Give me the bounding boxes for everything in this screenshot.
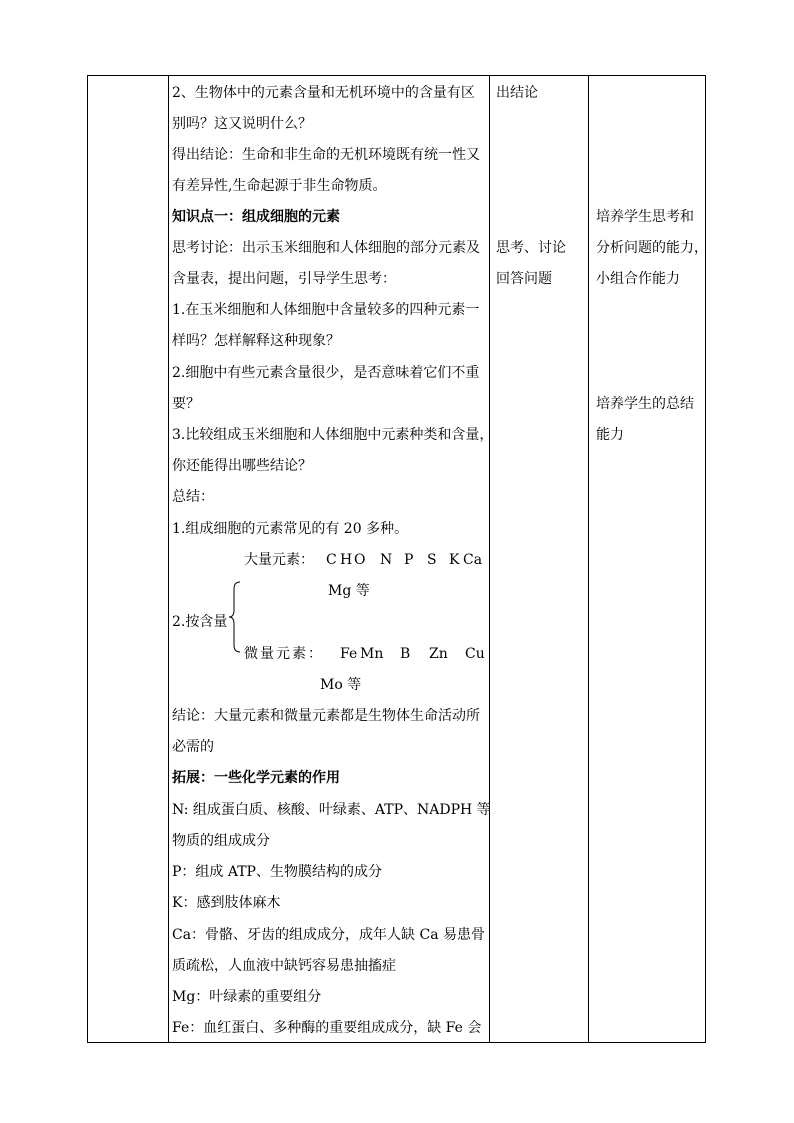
student-activity-line-2: 回答问题: [496, 271, 552, 287]
micro-elements-label: 微量元素：: [244, 646, 324, 662]
element-mg-line: Mg：叶绿素的重要组分: [172, 989, 322, 1005]
question-2-line-2: 别吗？这又说明什么？: [172, 116, 312, 132]
macro-element-ca: Ca: [463, 552, 483, 568]
macro-element-h: H: [340, 552, 353, 568]
element-ca-line-2: 质疏松，人血液中缺钙容易患抽搐症: [172, 958, 396, 974]
column-divider-2: [489, 76, 490, 1042]
curly-brace-icon: [228, 581, 242, 653]
intent-2-line-1: 培养学生的总结: [596, 396, 694, 412]
micro-element-mn: Mn: [360, 646, 384, 662]
question-b-line-1: 2.细胞中有些元素含量很少，是否意味着它们不重: [172, 365, 480, 381]
conclusion-line-2: 有差异性,生命起源于非生命物质。: [172, 178, 387, 194]
intent-2-line-2: 能力: [596, 427, 624, 443]
lesson-table: [87, 75, 706, 1043]
intent-1-line-2: 分析问题的能力，: [596, 240, 708, 256]
macro-element-p: P: [404, 552, 414, 568]
micro-element-b: B: [400, 646, 411, 662]
conclusion-2-line-2: 必需的: [172, 739, 214, 755]
macro-element-o: O: [354, 552, 366, 568]
question-c-line-1: 3.比较组成玉米细胞和人体细胞中元素种类和含量，: [172, 427, 494, 443]
macro-element-s: S: [427, 552, 437, 568]
discussion-line-2: 含量表，提出问题，引导学生思考：: [172, 271, 396, 287]
intent-1-line-1: 培养学生思考和: [596, 209, 694, 225]
column-divider-3: [588, 76, 589, 1042]
macro-elements-tail: Mg 等: [328, 583, 370, 599]
macro-element-n: N: [380, 552, 393, 568]
macro-element-k: K: [449, 552, 460, 568]
student-activity-line-1: 思考、讨论: [496, 240, 566, 256]
column-divider-1: [168, 76, 169, 1042]
discussion-line-1: 思考讨论：出示玉米细胞和人体细胞的部分元素及: [172, 240, 480, 256]
student-activity-top: 出结论: [496, 85, 538, 101]
question-a-line-1: 1.在玉米细胞和人体细胞中含量较多的四种元素一: [172, 302, 480, 318]
knowledge-point-heading: 知识点一：组成细胞的元素: [172, 209, 340, 225]
element-ca-line-1: Ca：骨骼、牙齿的组成成分，成年人缺 Ca 易患骨: [172, 927, 486, 943]
question-2-line-1: 2、生物体中的元素含量和无机环境中的含量有区: [172, 85, 475, 101]
question-b-line-2: 要？: [172, 396, 200, 412]
micro-element-zn: Zn: [429, 646, 448, 662]
micro-element-fe: Fe: [340, 646, 358, 662]
intent-1-line-3: 小组合作能力: [596, 271, 680, 287]
element-fe-line: Fe：血红蛋白、多种酶的重要组成成分，缺 Fe 会: [172, 1020, 482, 1036]
element-n-line-2: 物质的组成成分: [172, 833, 270, 849]
question-c-line-2: 你还能得出哪些结论？: [172, 458, 312, 474]
conclusion-2-line-1: 结论：大量元素和微量元素都是生物体生命活动所: [172, 708, 480, 724]
macro-element-c: C: [326, 552, 337, 568]
micro-elements-tail: Mo 等: [320, 677, 362, 693]
macro-elements-label: 大量元素：: [244, 552, 314, 568]
summary-item-1: 1.组成细胞的元素常见的有 20 多种。: [172, 521, 409, 537]
conclusion-line-1: 得出结论：生命和非生命的无机环境既有统一性又: [172, 147, 480, 163]
summary-label: 总结：: [172, 489, 214, 505]
extension-heading: 拓展：一些化学元素的作用: [172, 770, 340, 786]
element-p-line: P：组成 ATP、生物膜结构的成分: [172, 864, 382, 880]
micro-element-cu: Cu: [465, 646, 485, 662]
element-k-line: K：感到肢体麻木: [172, 895, 281, 911]
by-content-label: 2.按含量: [172, 614, 228, 630]
element-n-line-1: N: 组成蛋白质、核酸、叶绿素、ATP、NADPH 等: [172, 802, 491, 818]
question-a-line-2: 样吗？怎样解释这种现象？: [172, 333, 340, 349]
